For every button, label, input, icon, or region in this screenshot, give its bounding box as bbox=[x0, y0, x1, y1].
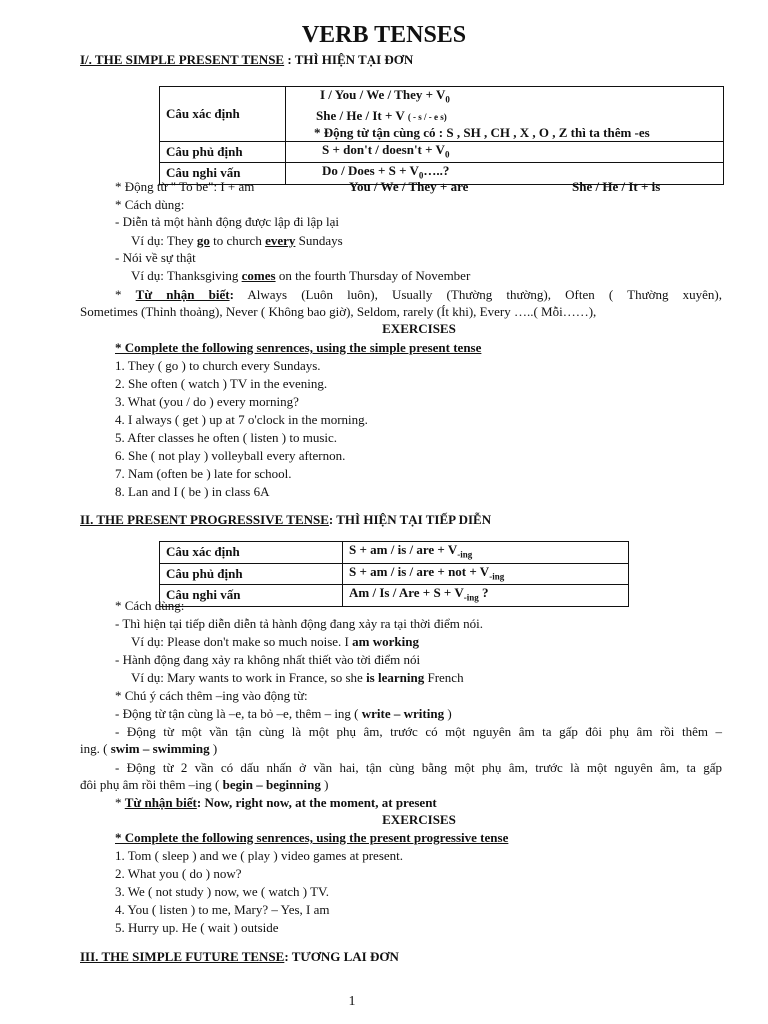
row-label: Câu phủ định bbox=[160, 141, 286, 163]
exercise-item: 5. Hurry up. He ( wait ) outside bbox=[115, 920, 279, 935]
exercise-item: 1. They ( go ) to church every Sundays. bbox=[115, 358, 321, 373]
page-number: 1 bbox=[348, 994, 356, 1009]
usage-label: * Cách dùng: bbox=[115, 598, 185, 613]
ing-rule-2: - Động từ một vần tận cùng là một phụ âm, trước có một nguyên âm ta gấp đôi phụ âm rồi thêm – ing. ( swim – swimming ) bbox=[80, 724, 722, 756]
table-row bbox=[160, 563, 629, 585]
table-row bbox=[160, 542, 629, 564]
usage-2-example: Ví dụ: Thanksgiving comes on the fourth Thursday of November bbox=[131, 268, 471, 283]
exercise-item: 8. Lan and I ( be ) in class 6A bbox=[115, 484, 270, 499]
table-row bbox=[160, 141, 724, 163]
row-formula: Am / Is / Are + $S + V_{-ing}$ ? bbox=[343, 585, 629, 607]
exercise-instruction: * Complete the following senrences, using the present progressive tense bbox=[115, 830, 509, 845]
section-1-heading: I/. THE SIMPLE PRESENT TENSE : THÌ HIỆN TẠI ĐƠN bbox=[80, 52, 414, 67]
table-row bbox=[160, 87, 724, 142]
present-progressive-table bbox=[159, 541, 629, 607]
to-be-rule: * Động từ " To be": I + am bbox=[115, 179, 255, 194]
exercise-item: 3. What (you / do ) every morning? bbox=[115, 394, 299, 409]
row-label: Câu xác định bbox=[160, 87, 286, 142]
exercise-item: 3. We ( not study ) now, we ( watch ) TV. bbox=[115, 884, 330, 899]
exercises-title: EXERCISES bbox=[382, 321, 456, 336]
exercise-instruction: * Complete the following senrences, using the simple present tense bbox=[115, 340, 482, 355]
usage-1: - Thì hiện tại tiếp diễn diễn tả hành động đang xảy ra tại thời điểm nói. bbox=[115, 616, 484, 631]
signal-words-section-2: * Từ nhận biết: Now, right now, at the moment, at present bbox=[115, 795, 437, 810]
table-row bbox=[160, 585, 629, 607]
row-label: Câu xác định bbox=[160, 542, 343, 564]
exercise-item: 5. After classes he often ( listen ) to music. bbox=[115, 430, 338, 445]
ing-rule-1: - Động từ tận cùng là –e, ta bỏ –e, thêm – ing ( write – writing ) bbox=[115, 706, 452, 721]
row-formula: I / You / We / They + $V_0$ She / He / It + V ( - s / - e s) * Động từ tận cùng có : S , SH , CH , X , O , Z thì ta thêm -es bbox=[286, 87, 724, 142]
exercise-item: 2. She often ( watch ) TV in the evening. bbox=[115, 376, 328, 391]
usage-2: - Hành động đang xảy ra không nhất thiết vào tời điểm nói bbox=[115, 652, 421, 667]
row-formula: S + don't / doesn't + $V_0$ bbox=[286, 141, 724, 163]
ing-rule-3: - Động từ 2 vần có dấu nhấn ở vần hai, tận cùng bằng một phụ âm, trước là một nguyên âm, ta gấp đôi phụ âm rồi thêm –ing ( begin – beginning ) bbox=[80, 760, 722, 792]
exercise-item: 7. Nam (often be ) late for school. bbox=[115, 466, 292, 481]
signal-words-section-1: * Từ nhận biết: Always (Luôn luôn), Usually (Thường thường), Often ( Thường xuyên), Sometimes (Thỉnh thoảng), Never ( Không bao giờ), Seldom, rarely (Ít khi), Every …..( Mỗi……), bbox=[80, 287, 722, 319]
page-title: VERB TENSES bbox=[301, 22, 467, 48]
row-label: Câu phủ định bbox=[160, 563, 343, 585]
row-label: Câu nghi vấn bbox=[160, 585, 343, 607]
exercise-item: 1. Tom ( sleep ) and we ( play ) video games at present. bbox=[115, 848, 404, 863]
exercise-item: 2. What you ( do ) now? bbox=[115, 866, 242, 881]
usage-2-example: Ví dụ: Mary wants to work in France, so she is learning French bbox=[131, 670, 464, 685]
usage-1: - Diễn tả một hành động được lập đi lập lại bbox=[115, 214, 340, 229]
section-3-heading: III. THE SIMPLE FUTURE TENSE: TƯƠNG LAI ĐƠN bbox=[80, 949, 399, 964]
exercises-title: EXERCISES bbox=[382, 812, 456, 827]
usage-label: * Cách dùng: bbox=[115, 197, 185, 212]
to-be-singular: She / He / It + is bbox=[572, 179, 661, 194]
row-formula: S + am / is / are + $V_{-ing}$ bbox=[343, 542, 629, 564]
exercise-item: 4. I always ( get ) up at 7 o'clock in the morning. bbox=[115, 412, 368, 427]
usage-1-example: Ví dụ: They go to church every Sundays bbox=[131, 233, 343, 248]
usage-2: - Nói về sự thật bbox=[115, 250, 196, 265]
exercise-item: 6. She ( not play ) volleyball every afternon. bbox=[115, 448, 346, 463]
to-be-plural: You / We / They + are bbox=[349, 179, 469, 194]
row-label: Câu nghi vấn bbox=[160, 163, 286, 185]
exercise-item: 4. You ( listen ) to me, Mary? – Yes, I am bbox=[115, 902, 330, 917]
usage-1-example: Ví dụ: Please don't make so much noise. I am working bbox=[131, 634, 419, 649]
simple-present-table bbox=[159, 86, 724, 185]
ing-note: * Chú ý cách thêm –ing vào động từ: bbox=[115, 688, 308, 703]
section-2-heading: II. THE PRESENT PROGRESSIVE TENSE: THÌ HIỆN TẠI TIẾP DIỄN bbox=[80, 512, 492, 527]
row-formula: Do / Does + $S + V_0\dots$..? bbox=[286, 163, 724, 185]
row-formula: S + am / is / are + not + $V_{-ing}$ bbox=[343, 563, 629, 585]
